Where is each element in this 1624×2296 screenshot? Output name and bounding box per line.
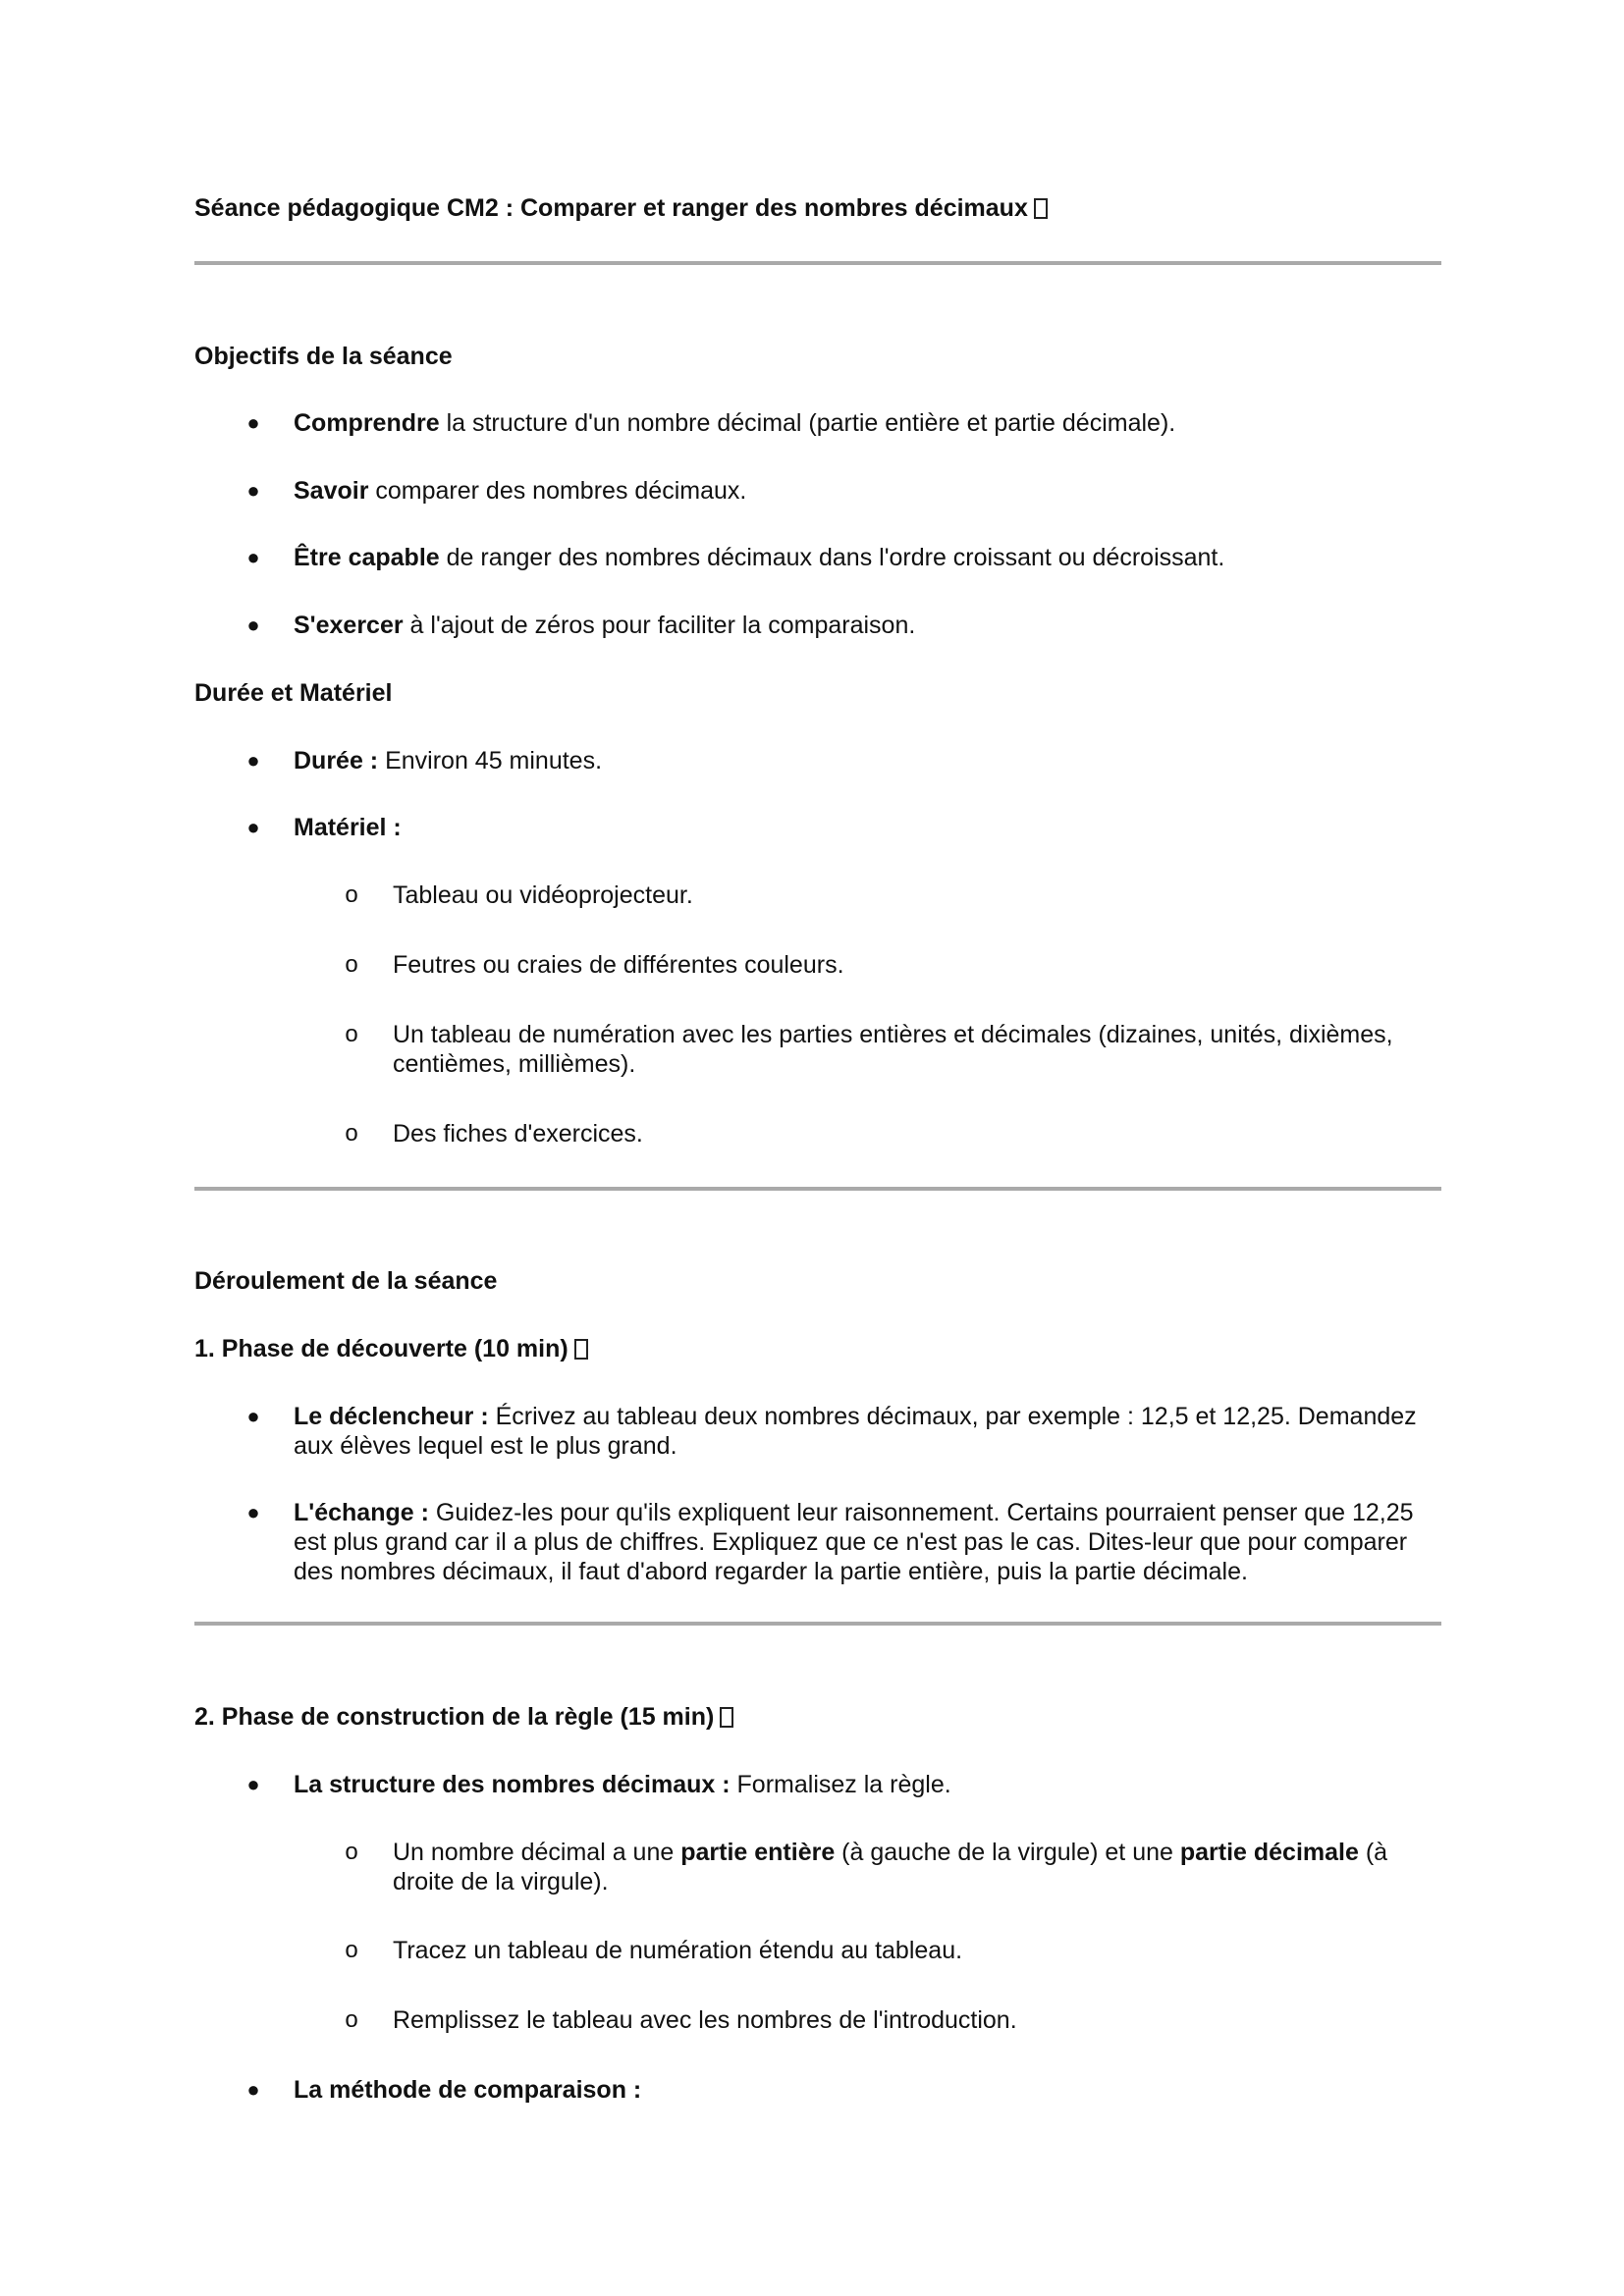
missing-glyph-icon bbox=[720, 1707, 733, 1728]
document-title bbox=[194, 193, 1441, 223]
item-text: la structure d'un nombre décimal (partie entière et partie décimale). bbox=[439, 409, 1176, 437]
sub-bullet-icon: o bbox=[345, 951, 358, 978]
sub-bullet-icon: o bbox=[345, 1021, 358, 1047]
item-bold: Comprendre bbox=[294, 409, 440, 437]
sub-bullet-icon: o bbox=[345, 2006, 358, 2033]
item-bold: Être capable bbox=[294, 544, 440, 571]
item-bold: La structure des nombres décimaux : bbox=[294, 1771, 731, 1798]
item-text: (à gauche de la virgule) et une bbox=[835, 1839, 1180, 1866]
bullet-dot-icon: ● bbox=[246, 478, 260, 503]
phase2-heading bbox=[194, 1702, 1441, 1732]
phase1-heading bbox=[194, 1334, 1441, 1363]
item-text: de ranger des nombres décimaux dans l'ordre croissant ou décroissant. bbox=[439, 544, 1225, 571]
item-text: (à droite de la virgule). bbox=[393, 1839, 1388, 1896]
item-text: Des fiches d'exercices. bbox=[393, 1120, 643, 1148]
sub-bullet-icon: o bbox=[345, 881, 358, 908]
item-text: Écrivez au tableau deux nombres décimaux, par exemple : 12,5 et 12,25. Demandez aux élèves lequel est le plus grand. bbox=[294, 1403, 1417, 1460]
horizontal-rule bbox=[194, 1622, 1441, 1626]
item-bold: La méthode de comparaison : bbox=[294, 2076, 642, 2104]
item-text: Tracez un tableau de numération étendu au tableau. bbox=[393, 1937, 963, 1964]
item-text: Guidez-les pour qu'ils expliquent leur raisonnement. Certains pourraient penser que 12,25 est plus grand car il a plus de chiffres. Expliquez que ce n'est pas le cas. Dites-leur que pour comparer des nombres décimaux, il faut d'abord regarder la partie entière, puis la partie décimale. bbox=[294, 1499, 1414, 1585]
item-text: Environ 45 minutes. bbox=[378, 747, 603, 774]
item-text: Un nombre décimal a une bbox=[393, 1839, 681, 1866]
bullet-dot-icon: ● bbox=[246, 545, 260, 569]
horizontal-rule bbox=[194, 261, 1441, 265]
item-text: à l'ajout de zéros pour faciliter la comparaison. bbox=[403, 612, 916, 639]
item-bold: Le déclencheur : bbox=[294, 1403, 489, 1430]
missing-glyph-icon bbox=[1034, 198, 1048, 219]
item-text: Feutres ou craies de différentes couleurs. bbox=[393, 951, 844, 979]
item-bold: Durée : bbox=[294, 747, 379, 774]
sub-bullet-icon: o bbox=[345, 1937, 358, 1963]
bullet-dot-icon: ● bbox=[246, 2077, 260, 2102]
heading-text: Déroulement de la séance bbox=[194, 1267, 498, 1295]
item-bold: S'exercer bbox=[294, 612, 404, 639]
sub-bullet-icon: o bbox=[345, 1839, 358, 1865]
item-bold: Matériel : bbox=[294, 814, 402, 841]
bullet-dot-icon: ● bbox=[246, 410, 260, 435]
sub-bullet-icon: o bbox=[345, 1120, 358, 1147]
heading-text: 1. Phase de découverte (10 min) bbox=[194, 1335, 568, 1362]
item-text: Un tableau de numération avec les parties entières et décimales (dizaines, unités, dixièmes, centièmes, millièmes). bbox=[393, 1021, 1393, 1078]
section-heading-deroulement bbox=[194, 1266, 1441, 1296]
item-text: Tableau ou vidéoprojecteur. bbox=[393, 881, 693, 909]
title-text: Séance pédagogique CM2 : Comparer et ranger des nombres décimaux bbox=[194, 194, 1028, 222]
bullet-dot-icon: ● bbox=[246, 1500, 260, 1524]
bullet-dot-icon: ● bbox=[246, 748, 260, 773]
section-heading-objectives bbox=[194, 342, 1441, 371]
item-text: Remplissez le tableau avec les nombres de l'introduction. bbox=[393, 2006, 1017, 2034]
heading-text: Durée et Matériel bbox=[194, 679, 393, 707]
item-bold: Savoir bbox=[294, 477, 369, 505]
item-text: comparer des nombres décimaux. bbox=[368, 477, 747, 505]
item-text: Formalisez la règle. bbox=[730, 1771, 951, 1798]
item-bold: partie décimale bbox=[1179, 1839, 1359, 1866]
heading-text: 2. Phase de construction de la règle (15 min) bbox=[194, 1703, 715, 1731]
missing-glyph-icon bbox=[574, 1339, 588, 1360]
heading-text: Objectifs de la séance bbox=[194, 343, 453, 370]
bullet-dot-icon: ● bbox=[246, 815, 260, 839]
item-bold: L'échange : bbox=[294, 1499, 429, 1526]
bullet-dot-icon: ● bbox=[246, 1772, 260, 1796]
horizontal-rule bbox=[194, 1187, 1441, 1191]
bullet-dot-icon: ● bbox=[246, 613, 260, 637]
item-bold: partie entière bbox=[680, 1839, 836, 1866]
bullet-dot-icon: ● bbox=[246, 1404, 260, 1428]
section-heading-duration-material bbox=[194, 678, 1441, 708]
